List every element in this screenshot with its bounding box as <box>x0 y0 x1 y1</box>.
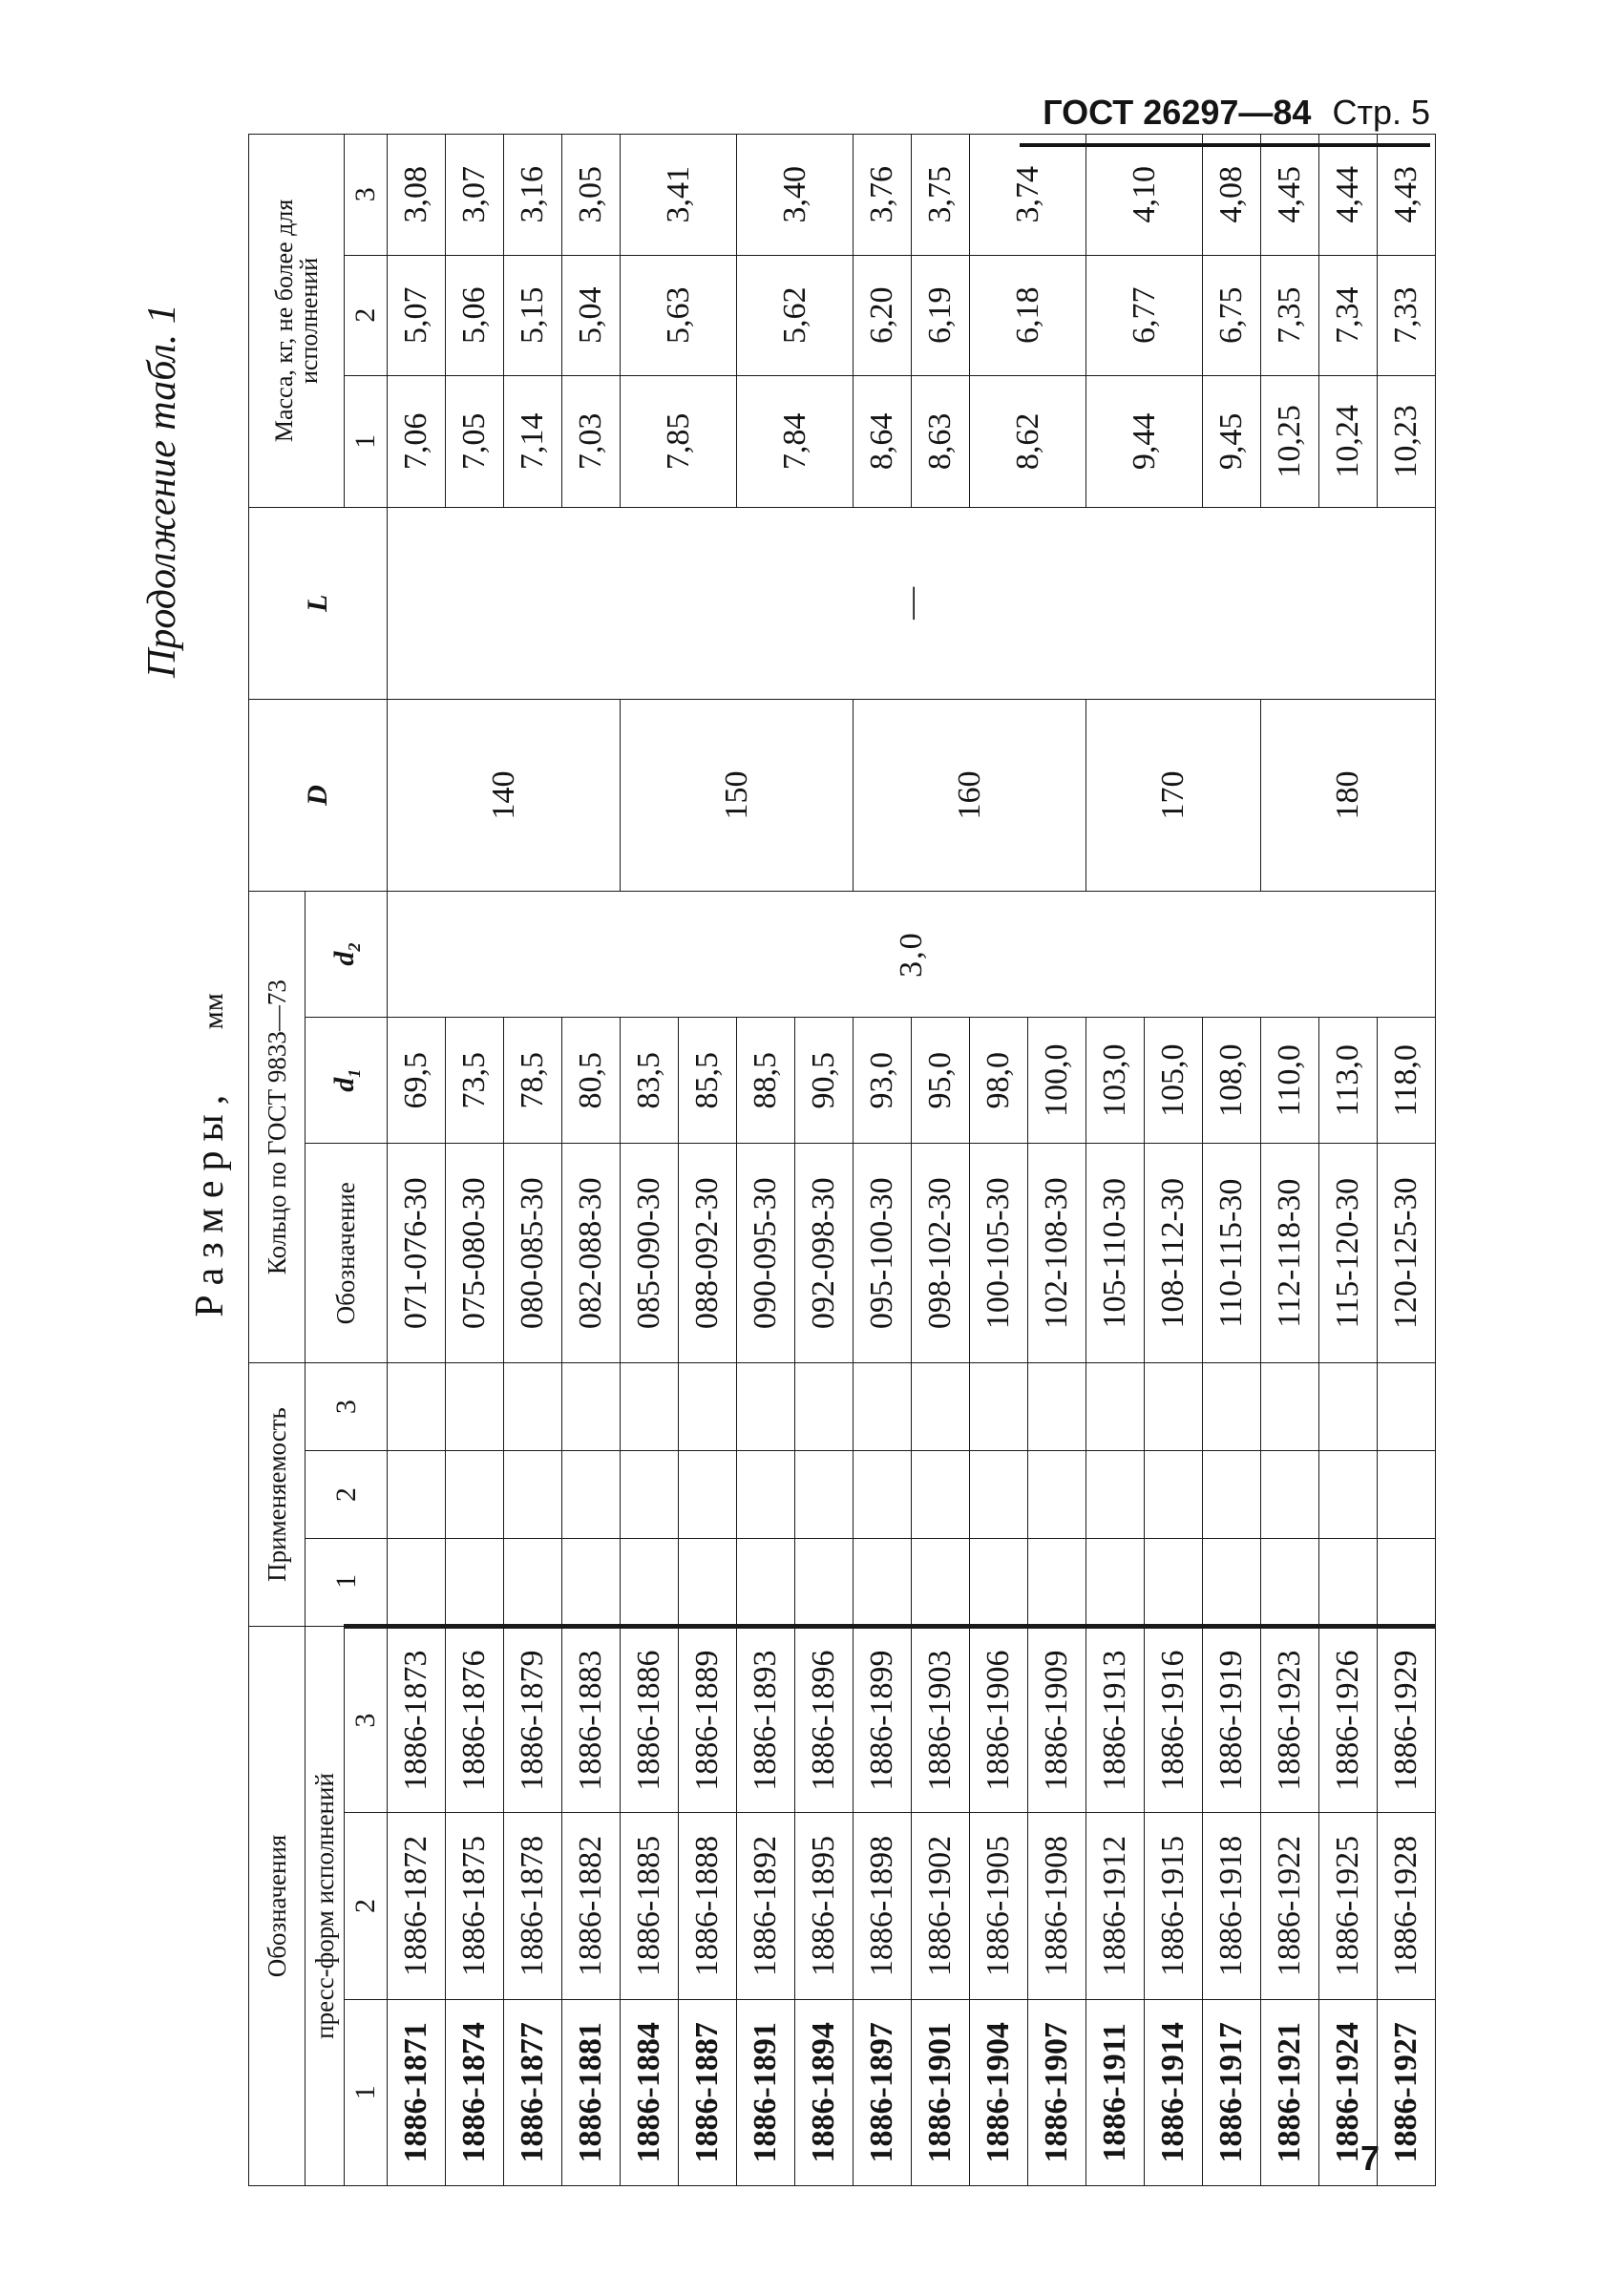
mass-2-cell: 5,07 <box>388 255 446 375</box>
table-row <box>912 135 970 2186</box>
mass-3-cell: 4,43 <box>1378 135 1436 256</box>
press-form-3-cell: 1886-1889 <box>679 1626 737 1812</box>
mass-3-cell: 4,08 <box>1203 135 1261 256</box>
d1-cell: 105,0 <box>1145 1018 1203 1144</box>
table-row <box>562 135 621 2186</box>
applicability-2-cell <box>854 1451 912 1539</box>
applicability-3-cell <box>562 1363 621 1451</box>
applicability-1-cell <box>1145 1539 1203 1627</box>
applicability-1-cell <box>1378 1539 1436 1627</box>
ring-designation-cell: 075-080-30 <box>446 1144 504 1363</box>
header-applicability: Применяемость <box>249 1363 306 1627</box>
applicability-3-cell <box>504 1363 562 1451</box>
mass-3-cell: 4,45 <box>1261 135 1319 256</box>
press-form-3-cell: 1886-1923 <box>1261 1626 1319 1812</box>
table-row <box>621 135 679 2186</box>
applicability-1-cell <box>795 1539 854 1627</box>
table-title-text: Размеры, <box>188 1085 232 1317</box>
mass-1-cell: 9,44 <box>1086 375 1203 507</box>
press-form-1-cell: 1886-1891 <box>737 1999 795 2185</box>
press-form-1-cell: 1886-1914 <box>1145 1999 1203 2185</box>
press-form-3-cell: 1886-1903 <box>912 1626 970 1812</box>
d1-cell: 83,5 <box>621 1018 679 1144</box>
mass-3-cell: 3,75 <box>912 135 970 256</box>
press-form-1-cell: 1886-1874 <box>446 1999 504 2185</box>
d1-cell: 78,5 <box>504 1018 562 1144</box>
applicability-1-cell <box>504 1539 562 1627</box>
D-cell: 170 <box>1086 699 1261 891</box>
applicability-3-cell <box>446 1363 504 1451</box>
press-form-3-cell: 1886-1879 <box>504 1626 562 1812</box>
applicability-1-cell <box>1261 1539 1319 1627</box>
press-form-1-cell: 1886-1894 <box>795 1999 854 2185</box>
d1-cell: 88,5 <box>737 1018 795 1144</box>
mass-1-cell: 10,25 <box>1261 375 1319 507</box>
d1-cell: 80,5 <box>562 1018 621 1144</box>
press-form-2-cell: 1886-1885 <box>621 1813 679 1999</box>
d1-cell: 90,5 <box>795 1018 854 1144</box>
header-d2-letter: d <box>327 951 360 966</box>
D-cell: 150 <box>621 699 854 891</box>
mass-3-cell: 3,16 <box>504 135 562 256</box>
press-form-1-cell: 1886-1904 <box>970 1999 1028 2185</box>
D-cell: 140 <box>388 699 621 891</box>
mass-2-cell: 6,19 <box>912 255 970 375</box>
press-form-1-cell: 1886-1871 <box>388 1999 446 2185</box>
applicability-2-cell <box>1086 1451 1145 1539</box>
table-row <box>1261 135 1319 2186</box>
applicability-2-cell <box>1145 1451 1203 1539</box>
header-d2-sub: 2 <box>344 942 364 952</box>
press-form-3-cell: 1886-1929 <box>1378 1626 1436 1812</box>
ring-designation-cell: 092-098-30 <box>795 1144 854 1363</box>
header-d1 <box>306 1018 388 1144</box>
mass-3-cell: 3,41 <box>621 135 737 256</box>
d1-cell: 73,5 <box>446 1018 504 1144</box>
header-ring: Кольцо по ГОСТ 9833—73 <box>249 892 306 1363</box>
mass-1-cell: 7,03 <box>562 375 621 507</box>
table-title <box>181 850 242 1461</box>
press-form-1-cell: 1886-1921 <box>1261 1999 1319 2185</box>
header-press-2: 2 <box>345 1813 388 1999</box>
D-cell: 180 <box>1261 699 1436 891</box>
d1-cell: 100,0 <box>1028 1018 1086 1144</box>
page-label: Стр. 5 <box>1332 93 1430 132</box>
ring-designation-cell: 115-120-30 <box>1319 1144 1378 1363</box>
header-appl-2: 2 <box>306 1451 388 1539</box>
mass-1-cell: 7,05 <box>446 375 504 507</box>
table-units: мм <box>198 993 229 1030</box>
applicability-2-cell <box>1203 1451 1261 1539</box>
press-form-3-cell: 1886-1909 <box>1028 1626 1086 1812</box>
ring-designation-cell: 112-118-30 <box>1261 1144 1319 1363</box>
header-press-1: 1 <box>345 1999 388 2185</box>
mass-2-cell: 6,75 <box>1203 255 1261 375</box>
table-row <box>1378 135 1436 2186</box>
applicability-2-cell <box>1319 1451 1378 1539</box>
page-header <box>1010 94 1430 132</box>
continuation-label: Продолжение табл. 1 <box>140 304 184 678</box>
d2-cell: 3,0 <box>388 892 1436 1018</box>
ring-designation-cell: 100-105-30 <box>970 1144 1028 1363</box>
applicability-1-cell <box>1203 1539 1261 1627</box>
header-appl-3: 3 <box>306 1363 388 1451</box>
press-form-3-cell: 1886-1913 <box>1086 1626 1145 1812</box>
applicability-3-cell <box>1319 1363 1378 1451</box>
d1-cell: 113,0 <box>1319 1018 1378 1144</box>
standard-number: ГОСТ 26297—84 <box>1043 93 1312 132</box>
page-number: 7 <box>1360 2138 1381 2178</box>
header-L: L <box>249 507 388 699</box>
press-form-1-cell: 1886-1927 <box>1378 1999 1436 2185</box>
mass-3-cell: 3,40 <box>737 135 854 256</box>
mass-2-cell: 6,77 <box>1086 255 1203 375</box>
press-form-2-cell: 1886-1915 <box>1145 1813 1203 1999</box>
header-D: D <box>249 699 388 891</box>
applicability-3-cell <box>1261 1363 1319 1451</box>
applicability-2-cell <box>1378 1451 1436 1539</box>
ring-designation-cell: 120-125-30 <box>1378 1144 1436 1363</box>
ring-designation-cell: 108-112-30 <box>1145 1144 1203 1363</box>
applicability-1-cell <box>854 1539 912 1627</box>
mass-2-cell: 7,35 <box>1261 255 1319 375</box>
header-appl-1: 1 <box>306 1539 388 1627</box>
table-row <box>737 135 795 2186</box>
ring-designation-cell: 110-115-30 <box>1203 1144 1261 1363</box>
mass-1-cell: 7,84 <box>737 375 854 507</box>
applicability-1-cell <box>1028 1539 1086 1627</box>
mass-2-cell: 5,04 <box>562 255 621 375</box>
header-d1-letter: d <box>327 1077 360 1092</box>
applicability-2-cell <box>795 1451 854 1539</box>
mass-1-cell: 10,24 <box>1319 375 1378 507</box>
applicability-2-cell <box>388 1451 446 1539</box>
applicability-2-cell <box>912 1451 970 1539</box>
press-form-2-cell: 1886-1902 <box>912 1813 970 1999</box>
press-form-1-cell: 1886-1907 <box>1028 1999 1086 2185</box>
press-form-2-cell: 1886-1882 <box>562 1813 621 1999</box>
applicability-3-cell <box>912 1363 970 1451</box>
ring-designation-cell: 071-076-30 <box>388 1144 446 1363</box>
mass-2-cell: 5,62 <box>737 255 854 375</box>
applicability-1-cell <box>737 1539 795 1627</box>
d1-cell: 85,5 <box>679 1018 737 1144</box>
mass-1-cell: 7,85 <box>621 375 737 507</box>
applicability-1-cell <box>621 1539 679 1627</box>
press-form-1-cell: 1886-1881 <box>562 1999 621 2185</box>
ring-designation-cell: 098-102-30 <box>912 1144 970 1363</box>
L-cell: — <box>388 507 1436 699</box>
d1-cell: 93,0 <box>854 1018 912 1144</box>
press-form-2-cell: 1886-1892 <box>737 1813 795 1999</box>
press-form-1-cell: 1886-1897 <box>854 1999 912 2185</box>
mass-2-cell: 6,18 <box>970 255 1086 375</box>
rotated-table-area <box>134 134 1432 2186</box>
applicability-3-cell <box>1145 1363 1203 1451</box>
mass-3-cell: 3,05 <box>562 135 621 256</box>
d1-cell: 69,5 <box>388 1018 446 1144</box>
press-form-3-cell: 1886-1873 <box>388 1626 446 1812</box>
press-form-3-cell: 1886-1883 <box>562 1626 621 1812</box>
mass-2-cell: 5,15 <box>504 255 562 375</box>
press-form-2-cell: 1886-1912 <box>1086 1813 1145 1999</box>
applicability-1-cell <box>912 1539 970 1627</box>
d1-cell: 110,0 <box>1261 1018 1319 1144</box>
applicability-2-cell <box>737 1451 795 1539</box>
applicability-2-cell <box>679 1451 737 1539</box>
applicability-1-cell <box>679 1539 737 1627</box>
press-form-1-cell: 1886-1887 <box>679 1999 737 2185</box>
mass-1-cell: 8,63 <box>912 375 970 507</box>
d1-cell: 98,0 <box>970 1018 1028 1144</box>
press-form-3-cell: 1886-1896 <box>795 1626 854 1812</box>
mass-3-cell: 4,10 <box>1086 135 1203 256</box>
mass-1-cell: 7,14 <box>504 375 562 507</box>
applicability-3-cell <box>795 1363 854 1451</box>
applicability-3-cell <box>854 1363 912 1451</box>
mass-3-cell: 3,07 <box>446 135 504 256</box>
mass-1-cell: 7,06 <box>388 375 446 507</box>
applicability-1-cell <box>446 1539 504 1627</box>
applicability-3-cell <box>388 1363 446 1451</box>
applicability-2-cell <box>1261 1451 1319 1539</box>
press-form-3-cell: 1886-1886 <box>621 1626 679 1812</box>
applicability-1-cell <box>562 1539 621 1627</box>
table-row <box>504 135 562 2186</box>
press-form-3-cell: 1886-1876 <box>446 1626 504 1812</box>
press-form-1-cell: 1886-1917 <box>1203 1999 1261 2185</box>
header-designations: Обозначения <box>249 1626 306 2185</box>
table-row <box>1203 135 1261 2186</box>
applicability-2-cell <box>621 1451 679 1539</box>
applicability-3-cell <box>1203 1363 1261 1451</box>
header-ring-designation: Обозначение <box>306 1144 388 1363</box>
applicability-3-cell <box>1378 1363 1436 1451</box>
d1-cell: 108,0 <box>1203 1018 1261 1144</box>
applicability-2-cell <box>562 1451 621 1539</box>
header-mass-1: 1 <box>345 375 388 507</box>
mass-1-cell: 8,62 <box>970 375 1086 507</box>
ring-designation-cell: 085-090-30 <box>621 1144 679 1363</box>
mass-2-cell: 7,34 <box>1319 255 1378 375</box>
press-form-2-cell: 1886-1878 <box>504 1813 562 1999</box>
mass-1-cell: 9,45 <box>1203 375 1261 507</box>
applicability-2-cell <box>970 1451 1028 1539</box>
applicability-2-cell <box>1028 1451 1086 1539</box>
press-form-2-cell: 1886-1925 <box>1319 1813 1378 1999</box>
mass-1-cell: 10,23 <box>1378 375 1436 507</box>
header-mass-3: 3 <box>345 135 388 256</box>
applicability-2-cell <box>504 1451 562 1539</box>
press-form-1-cell: 1886-1901 <box>912 1999 970 2185</box>
press-form-2-cell: 1886-1895 <box>795 1813 854 1999</box>
press-form-2-cell: 1886-1928 <box>1378 1813 1436 1999</box>
mass-3-cell: 3,08 <box>388 135 446 256</box>
press-form-1-cell: 1886-1911 <box>1086 1999 1145 2185</box>
press-form-1-cell: 1886-1884 <box>621 1999 679 2185</box>
ring-designation-cell: 088-092-30 <box>679 1144 737 1363</box>
press-form-2-cell: 1886-1875 <box>446 1813 504 1999</box>
ring-designation-cell: 080-085-30 <box>504 1144 562 1363</box>
press-form-2-cell: 1886-1888 <box>679 1813 737 1999</box>
mass-3-cell: 4,44 <box>1319 135 1378 256</box>
table-row <box>1086 135 1145 2186</box>
header-d1-sub: 1 <box>344 1068 364 1078</box>
ring-designation-cell: 090-095-30 <box>737 1144 795 1363</box>
table-row <box>970 135 1028 2186</box>
mass-2-cell: 5,63 <box>621 255 737 375</box>
ring-designation-cell: 102-108-30 <box>1028 1144 1086 1363</box>
mass-2-cell: 5,06 <box>446 255 504 375</box>
d1-cell: 103,0 <box>1086 1018 1145 1144</box>
mass-1-cell: 8,64 <box>854 375 912 507</box>
applicability-3-cell <box>679 1363 737 1451</box>
press-form-3-cell: 1886-1899 <box>854 1626 912 1812</box>
mass-2-cell: 6,20 <box>854 255 912 375</box>
applicability-1-cell <box>970 1539 1028 1627</box>
header-mass: Масса, кг, не более для исполнений <box>249 135 345 508</box>
table-row <box>854 135 912 2186</box>
ring-designation-cell: 082-088-30 <box>562 1144 621 1363</box>
table-row <box>446 135 504 2186</box>
d1-cell: 95,0 <box>912 1018 970 1144</box>
dimensions-table <box>248 134 1436 2186</box>
ring-designation-cell: 105-110-30 <box>1086 1144 1145 1363</box>
press-form-3-cell: 1886-1893 <box>737 1626 795 1812</box>
mass-3-cell: 3,74 <box>970 135 1086 256</box>
d1-cell: 118,0 <box>1378 1018 1436 1144</box>
applicability-1-cell <box>1319 1539 1378 1627</box>
applicability-1-cell <box>388 1539 446 1627</box>
press-form-3-cell: 1886-1916 <box>1145 1626 1203 1812</box>
table-row <box>1319 135 1378 2186</box>
press-form-2-cell: 1886-1922 <box>1261 1813 1319 1999</box>
press-form-2-cell: 1886-1918 <box>1203 1813 1261 1999</box>
applicability-3-cell <box>970 1363 1028 1451</box>
applicability-2-cell <box>446 1451 504 1539</box>
header-mass-2: 2 <box>345 255 388 375</box>
table-body <box>388 135 1436 2186</box>
mass-2-cell: 7,33 <box>1378 255 1436 375</box>
header-d2 <box>306 892 388 1018</box>
mass-3-cell: 3,76 <box>854 135 912 256</box>
ring-designation-cell: 095-100-30 <box>854 1144 912 1363</box>
applicability-3-cell <box>1028 1363 1086 1451</box>
press-form-3-cell: 1886-1919 <box>1203 1626 1261 1812</box>
applicability-3-cell <box>737 1363 795 1451</box>
header-press-3: 3 <box>345 1626 388 1812</box>
press-form-3-cell: 1886-1906 <box>970 1626 1028 1812</box>
D-cell: 160 <box>854 699 1086 891</box>
press-form-2-cell: 1886-1872 <box>388 1813 446 1999</box>
press-form-2-cell: 1886-1908 <box>1028 1813 1086 1999</box>
header-press-forms: пресс-форм исполнений <box>306 1626 345 2185</box>
applicability-3-cell <box>1086 1363 1145 1451</box>
press-form-1-cell: 1886-1924 <box>1319 1999 1378 2185</box>
press-form-1-cell: 1886-1877 <box>504 1999 562 2185</box>
press-form-3-cell: 1886-1926 <box>1319 1626 1378 1812</box>
table-row <box>388 135 446 2186</box>
press-form-2-cell: 1886-1905 <box>970 1813 1028 1999</box>
press-form-2-cell: 1886-1898 <box>854 1813 912 1999</box>
applicability-3-cell <box>621 1363 679 1451</box>
applicability-1-cell <box>1086 1539 1145 1627</box>
